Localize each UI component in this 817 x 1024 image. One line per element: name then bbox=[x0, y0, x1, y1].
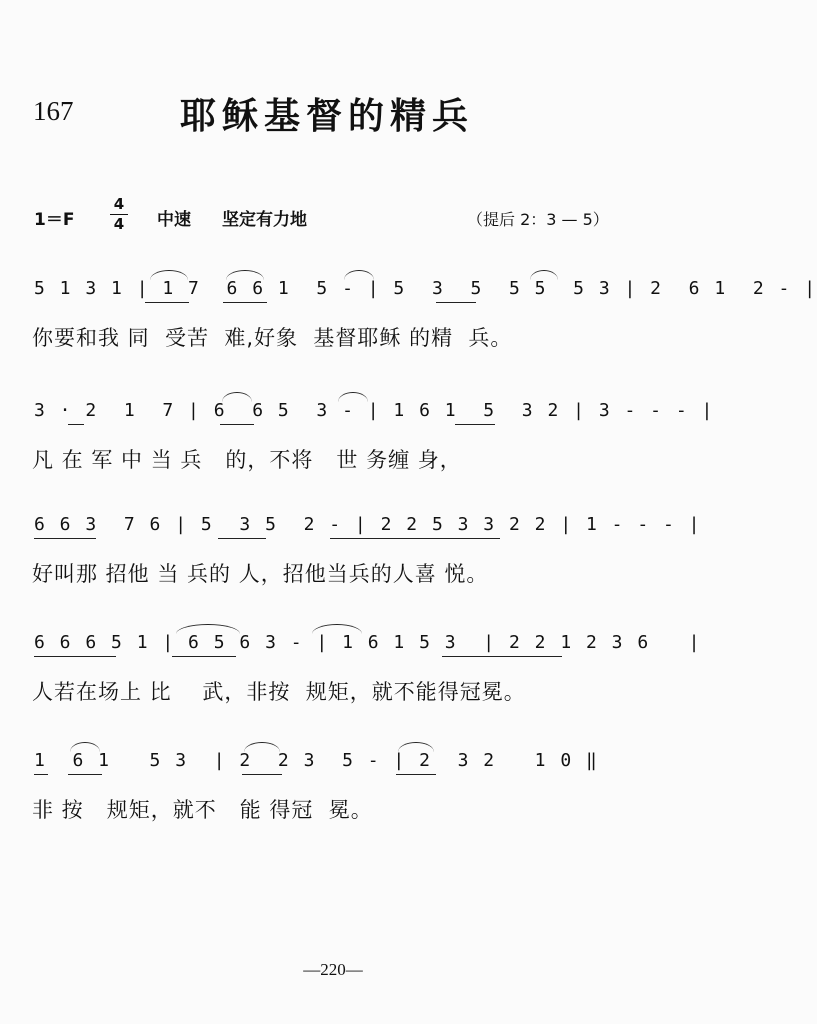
beam-underline bbox=[436, 302, 476, 303]
time-signature bbox=[110, 196, 128, 233]
notation-line: 1 6 1 5 3 | 2 2 3 5 - | 2 3 2 1 0 ‖ bbox=[34, 750, 599, 771]
expression-marking: 坚定有力地 bbox=[222, 210, 307, 230]
beam-underline bbox=[34, 774, 48, 775]
tempo-marking: 中速 bbox=[157, 210, 191, 230]
key-signature: 1＝F bbox=[34, 210, 75, 230]
slur-mark bbox=[176, 624, 240, 634]
slur-mark bbox=[530, 270, 558, 280]
beam-underline bbox=[442, 656, 562, 657]
hymn-title: 耶稣基督的精兵 bbox=[180, 96, 475, 137]
beam-underline bbox=[68, 774, 102, 775]
time-signature-bottom: 4 bbox=[113, 215, 125, 233]
slur-mark bbox=[70, 742, 100, 752]
beam-underline bbox=[145, 302, 189, 303]
notation-line: 6 6 6 5 1 | 6 5 6 3 - | 1 6 1 5 3 | 2 2 1 2 3 6 | bbox=[34, 632, 702, 653]
hymn-number: 167 bbox=[33, 96, 74, 126]
beam-underline bbox=[218, 538, 266, 539]
beam-underline bbox=[68, 424, 84, 425]
slur-mark bbox=[222, 392, 252, 402]
slur-mark bbox=[344, 270, 374, 280]
slur-mark bbox=[244, 742, 280, 752]
lyrics-line: 凡 在 军 中 当 兵 的，不将 世 务缠 身， bbox=[32, 448, 462, 472]
beam-underline bbox=[34, 538, 96, 539]
beam-underline bbox=[455, 424, 495, 425]
beam-underline bbox=[220, 424, 254, 425]
lyrics-line: 好叫那 招他 当 兵的 人，招他当兵的人喜 悦。 bbox=[32, 562, 489, 586]
beam-underline bbox=[34, 656, 116, 657]
notation-line: 3 · 2 1 7 | 6 6 5 3 - | 1 6 1 5 3 2 | 3 - - - | bbox=[34, 400, 715, 421]
beam-underline bbox=[172, 656, 236, 657]
beam-underline bbox=[242, 774, 282, 775]
transition-note: （提后 2：3 — 5） bbox=[467, 210, 609, 229]
beam-underline bbox=[223, 302, 267, 303]
beam-underline bbox=[330, 538, 500, 539]
page-number: —220— bbox=[303, 960, 363, 979]
beam-underline bbox=[396, 774, 436, 775]
time-signature-top: 4 bbox=[113, 195, 125, 213]
slur-mark bbox=[398, 742, 434, 752]
lyrics-line: 人若在场上 比 武，非按 规矩，就不能得冠冕。 bbox=[32, 680, 526, 704]
slur-mark bbox=[226, 270, 264, 280]
notation-line: 6 6 3 7 6 | 5 3 5 2 - | 2 2 5 3 3 2 2 | 1 - - - | bbox=[34, 514, 702, 535]
slur-mark bbox=[150, 270, 188, 280]
slur-mark bbox=[312, 624, 362, 634]
lyrics-line: 非 按 规矩，就不 能 得冠 冕。 bbox=[32, 798, 373, 822]
notation-line: 5 1 3 1 | 1 7 6 6 1 5 - | 5 3 5 5 5 5 3 | 2 6 1 2 - | bbox=[34, 278, 817, 299]
slur-mark bbox=[338, 392, 368, 402]
lyrics-line: 你要和我 同 受苦 难,好象 基督耶稣 的精 兵。 bbox=[32, 326, 513, 350]
